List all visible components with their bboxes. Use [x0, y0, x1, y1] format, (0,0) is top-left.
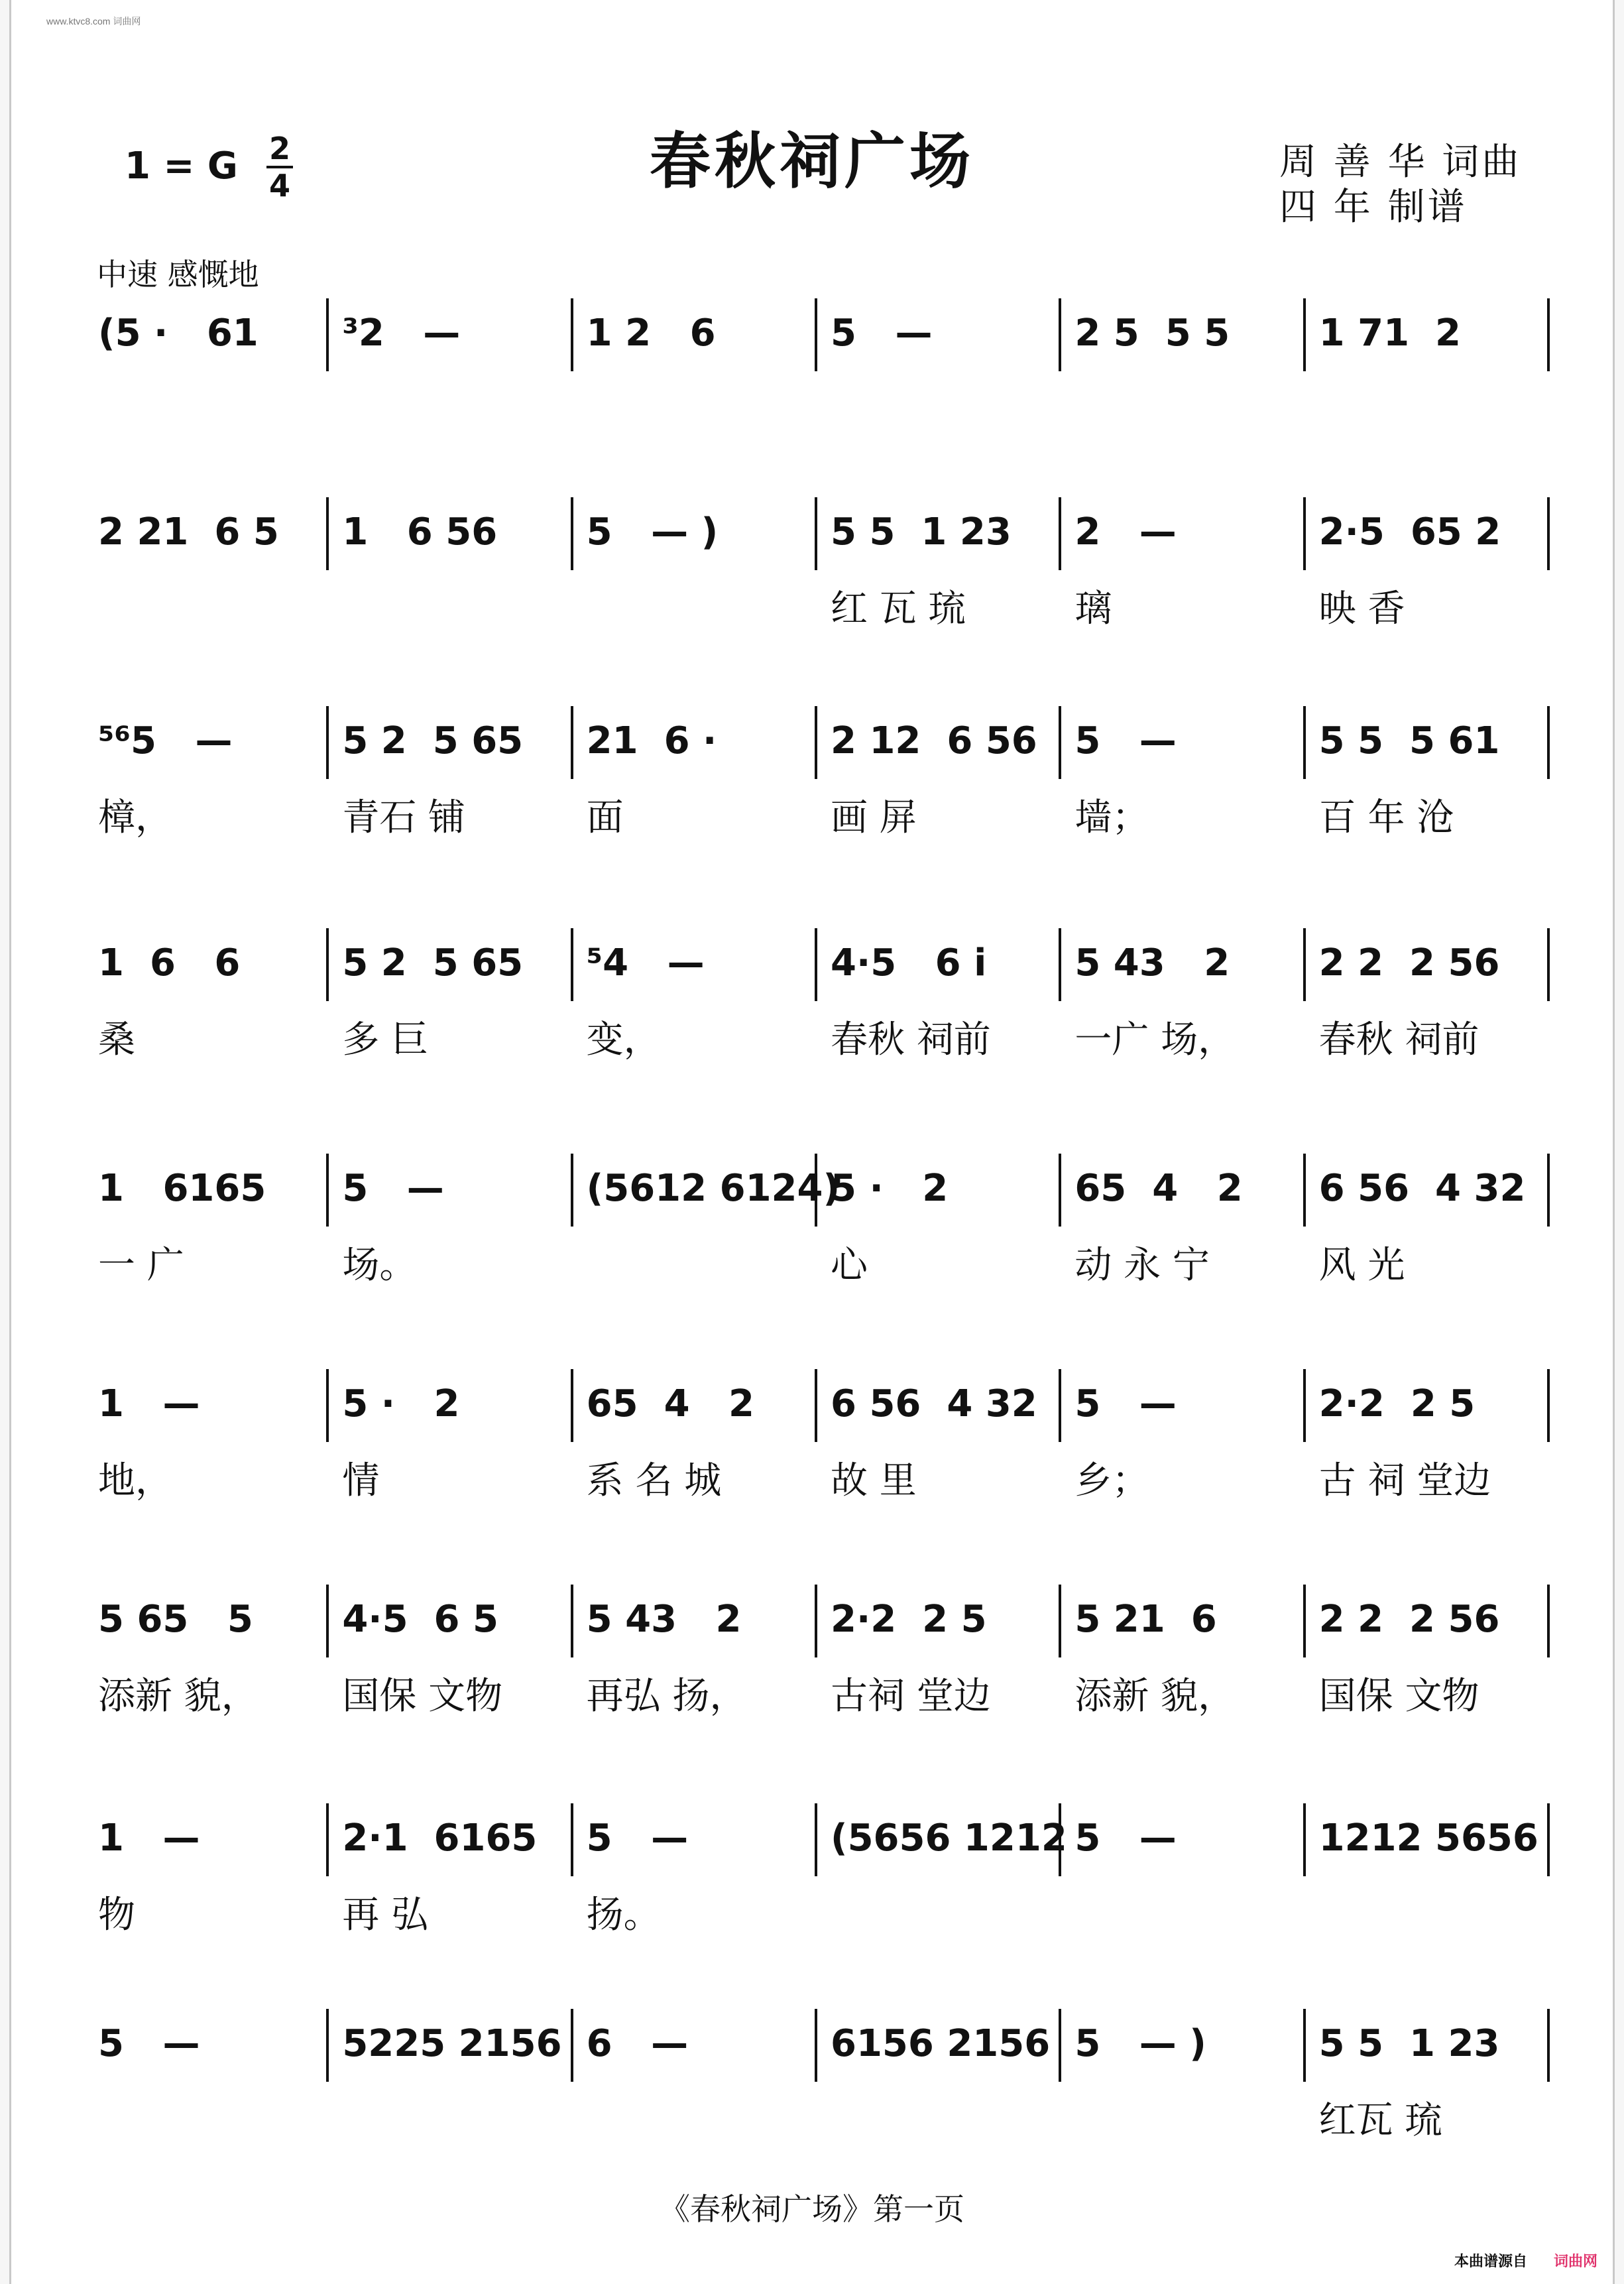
credit-notation: 四 年 制谱 — [1279, 186, 1468, 229]
score-line — [85, 1369, 1550, 1504]
measure — [1061, 1803, 1305, 1876]
measure-row — [85, 2009, 1550, 2082]
measure — [573, 497, 817, 570]
tempo-marking: 中速 感慨地 — [97, 257, 259, 292]
score-line — [85, 298, 1550, 434]
lyric-text: 故 里 — [831, 1459, 917, 1502]
measure-row — [85, 298, 1550, 371]
measure-notes: ⁵⁶5 — — [98, 719, 233, 762]
measure-notes: 5 2 5 65 — [342, 719, 524, 762]
measure — [85, 1585, 329, 1657]
measure-notes: 6 56 4 32 — [1318, 1167, 1526, 1210]
measure — [817, 497, 1061, 570]
key-signature: 1 = G — [125, 145, 238, 188]
song-title: 春秋祠广场 — [649, 125, 974, 197]
lyric-text: 物 — [98, 1893, 135, 1937]
measure — [817, 1803, 1067, 1876]
measure-notes: ⁵4 — — [586, 941, 705, 985]
measure — [573, 1803, 817, 1876]
measure — [85, 1369, 329, 1442]
measure — [1306, 706, 1550, 779]
measure-notes: 5 — — [830, 312, 933, 355]
score-line — [85, 1803, 1550, 1939]
time-signature-bottom: 4 — [268, 168, 290, 204]
measure-notes: (5612 6124) — [586, 1167, 841, 1210]
measure-notes: 5 21 6 — [1074, 1598, 1217, 1641]
measure — [1306, 1585, 1550, 1657]
lyrics-row — [85, 1451, 1550, 1504]
measure — [329, 1154, 573, 1227]
measure — [817, 928, 1061, 1001]
lyric-text: 国保 文物 — [342, 1675, 503, 1718]
measure — [573, 1585, 817, 1657]
lyric-text: 桑 — [98, 1018, 135, 1061]
measure — [573, 2009, 817, 2082]
measure-notes: 5 43 2 — [1074, 941, 1230, 985]
measure-notes: 6 — — [586, 2022, 689, 2065]
measure — [85, 2009, 329, 2082]
measure-notes: 2 5 5 5 — [1074, 312, 1230, 355]
page-border-right — [1613, 0, 1624, 2284]
measure-notes: 2 21 6 5 — [98, 511, 279, 554]
measure-notes: 5 — — [1074, 719, 1177, 762]
measure — [329, 298, 573, 371]
measure-row — [85, 706, 1550, 779]
measure-notes: 5 · 2 — [830, 1167, 949, 1210]
measure-notes: 5 — ) — [1074, 2022, 1206, 2065]
measure — [817, 1154, 1061, 1227]
credit-lyrics-music: 周 善 华 词曲 — [1279, 141, 1522, 184]
source-stamp-label: 本曲谱源自 — [1454, 2254, 1527, 2270]
measure — [817, 298, 1061, 371]
measure-notes: 5 — — [1074, 1382, 1177, 1425]
measure-notes: 65 4 2 — [1074, 1167, 1243, 1210]
measure — [573, 1369, 817, 1442]
lyric-text: 风 光 — [1318, 1244, 1405, 1287]
time-signature — [266, 133, 293, 202]
page-footer: 《春秋祠广场》第一页 — [660, 2191, 964, 2227]
measure-notes: 1 2 6 — [586, 312, 716, 355]
lyrics-row — [85, 2091, 1550, 2144]
measure — [1306, 928, 1550, 1001]
measure — [329, 497, 573, 570]
lyric-text: 映 香 — [1318, 587, 1405, 631]
measure — [85, 706, 329, 779]
measure-notes: 2·5 65 2 — [1318, 511, 1501, 554]
measure-notes: 2 2 2 56 — [1318, 941, 1500, 985]
lyric-text: 动 永 宁 — [1074, 1244, 1210, 1287]
measure-notes: 5 43 2 — [586, 1598, 742, 1641]
measure — [329, 1585, 573, 1657]
measure-row — [85, 1585, 1550, 1657]
measure — [329, 928, 573, 1001]
measure-notes: (5656 1212 — [830, 1817, 1067, 1860]
measure-notes: 5 5 1 23 — [830, 511, 1012, 554]
lyrics-row — [85, 1886, 1550, 1939]
lyrics-row — [85, 381, 1550, 434]
lyric-text: 场。 — [342, 1244, 417, 1287]
measure — [1061, 928, 1305, 1001]
measure-notes: 4·5 6 i — [830, 941, 987, 985]
measure-notes: 1212 5656 — [1318, 1817, 1538, 1860]
lyric-text: 春秋 祠前 — [1318, 1018, 1479, 1061]
measure-notes: 2 — — [1074, 511, 1177, 554]
measure — [329, 706, 573, 779]
measure-notes: (5 · 61 — [98, 312, 259, 355]
lyric-text: 春秋 祠前 — [831, 1018, 991, 1061]
measure — [1306, 298, 1550, 371]
score-line — [85, 1585, 1550, 1720]
source-stamp-site: 词曲网 — [1553, 2254, 1597, 2270]
measure — [329, 1803, 573, 1876]
measure-row — [85, 1369, 1550, 1442]
lyric-text: 国保 文物 — [1318, 1675, 1479, 1718]
measure — [1061, 1369, 1305, 1442]
measure — [573, 298, 817, 371]
measure-notes: 5 — — [98, 2022, 200, 2065]
measure — [817, 706, 1061, 779]
lyric-text: 百 年 沧 — [1318, 796, 1454, 839]
score-line — [85, 497, 1550, 632]
lyric-text: 情 — [342, 1459, 380, 1502]
score-line — [85, 2009, 1550, 2144]
measure — [573, 1154, 841, 1227]
measure — [1306, 1803, 1550, 1876]
measure-notes: 5 — — [586, 1817, 689, 1860]
measure-notes: 2·2 2 5 — [1318, 1382, 1476, 1425]
score-line — [85, 928, 1550, 1063]
measure-notes: 5 — — [1074, 1817, 1177, 1860]
measure-notes: 2 2 2 56 — [1318, 1598, 1500, 1641]
measure-notes: 1 6 6 — [98, 941, 241, 985]
score-line — [85, 1154, 1550, 1289]
measure-notes: 5 5 5 61 — [1318, 719, 1500, 762]
lyric-text: 古祠 堂边 — [831, 1675, 991, 1718]
lyric-text: 墙； — [1074, 796, 1149, 839]
measure-notes: 5 — ) — [586, 511, 719, 554]
measure — [85, 497, 329, 570]
lyric-text: 一广 场， — [1074, 1018, 1236, 1061]
measure — [817, 1369, 1061, 1442]
site-url: www.ktvc8.com 词曲网 — [46, 16, 141, 27]
measure — [1306, 497, 1550, 570]
lyrics-row — [85, 1667, 1550, 1720]
measure-notes: 1 — — [98, 1382, 200, 1425]
measure-notes: 1 71 2 — [1318, 312, 1461, 355]
lyric-text: 扬。 — [586, 1893, 661, 1937]
measure — [1306, 1369, 1550, 1442]
measure — [1306, 1154, 1550, 1227]
measure-row — [85, 1803, 1550, 1876]
measure-notes: 6 56 4 32 — [830, 1382, 1037, 1425]
measure — [329, 2009, 573, 2082]
measure — [1061, 706, 1305, 779]
measure-notes: 5 65 5 — [98, 1598, 253, 1641]
page-border-left — [0, 0, 11, 2284]
lyrics-row — [85, 788, 1550, 841]
lyric-text: 乡； — [1074, 1459, 1149, 1502]
lyric-text: 一 广 — [98, 1244, 184, 1287]
lyric-text: 再弘 扬， — [586, 1675, 747, 1718]
measure-notes: ³2 — — [342, 312, 461, 355]
measure-notes: 21 6 · — [586, 719, 717, 762]
measure — [85, 298, 329, 371]
measure-notes: 5 — — [342, 1167, 444, 1210]
lyric-text: 添新 貌， — [98, 1675, 259, 1718]
measure — [85, 1154, 329, 1227]
measure — [85, 928, 329, 1001]
lyric-text: 再 弘 — [342, 1893, 429, 1937]
measure-notes: 2·2 2 5 — [830, 1598, 987, 1641]
lyric-text: 添新 貌， — [1074, 1675, 1236, 1718]
measure-notes: 5 5 1 23 — [1318, 2022, 1500, 2065]
measure-notes: 5225 2156 — [342, 2022, 562, 2065]
time-signature-top: 2 — [268, 131, 290, 166]
measure-row — [85, 497, 1550, 570]
measure — [85, 1803, 329, 1876]
measure-notes: 4·5 6 5 — [342, 1598, 498, 1641]
measure-notes: 5 2 5 65 — [342, 941, 524, 985]
lyrics-row — [85, 1010, 1550, 1063]
lyric-text: 多 巨 — [342, 1018, 429, 1061]
score-line — [85, 706, 1550, 841]
lyric-text: 樟， — [98, 796, 172, 839]
lyric-text: 心 — [831, 1244, 868, 1287]
lyrics-row — [85, 1236, 1550, 1289]
measure-notes: 1 6 56 — [342, 511, 498, 554]
lyric-text: 红瓦 琉 — [1318, 2099, 1442, 2142]
measure-notes: 6156 2156 — [830, 2022, 1051, 2065]
measure — [1061, 497, 1305, 570]
measure-notes: 1 6165 — [98, 1167, 266, 1210]
lyric-text: 青石 铺 — [342, 796, 466, 839]
measure — [1061, 1154, 1305, 1227]
lyric-text: 变， — [586, 1018, 661, 1061]
lyric-text: 系 名 城 — [586, 1459, 722, 1502]
lyric-text: 面 — [586, 796, 624, 839]
measure — [1061, 2009, 1305, 2082]
measure — [817, 2009, 1061, 2082]
lyric-text: 古 祠 堂边 — [1318, 1459, 1491, 1502]
measure — [1061, 298, 1305, 371]
measure — [573, 706, 817, 779]
source-stamp — [1454, 2250, 1597, 2271]
measure — [573, 928, 817, 1001]
measure — [1306, 2009, 1550, 2082]
lyric-text: 红 瓦 琉 — [831, 587, 966, 631]
lyric-text: 画 屏 — [831, 796, 917, 839]
measure-notes: 2·1 6165 — [342, 1817, 538, 1860]
lyrics-row — [85, 579, 1550, 632]
measure — [1061, 1585, 1305, 1657]
measure-notes: 5 · 2 — [342, 1382, 460, 1425]
measure-row — [85, 928, 1550, 1001]
measure — [817, 1585, 1061, 1657]
measure-row — [85, 1154, 1550, 1227]
measure-notes: 2 12 6 56 — [830, 719, 1037, 762]
measure-notes: 1 — — [98, 1817, 200, 1860]
lyric-text: 地， — [98, 1459, 172, 1502]
lyric-text: 璃 — [1074, 587, 1112, 631]
measure — [329, 1369, 573, 1442]
measure-notes: 65 4 2 — [586, 1382, 754, 1425]
